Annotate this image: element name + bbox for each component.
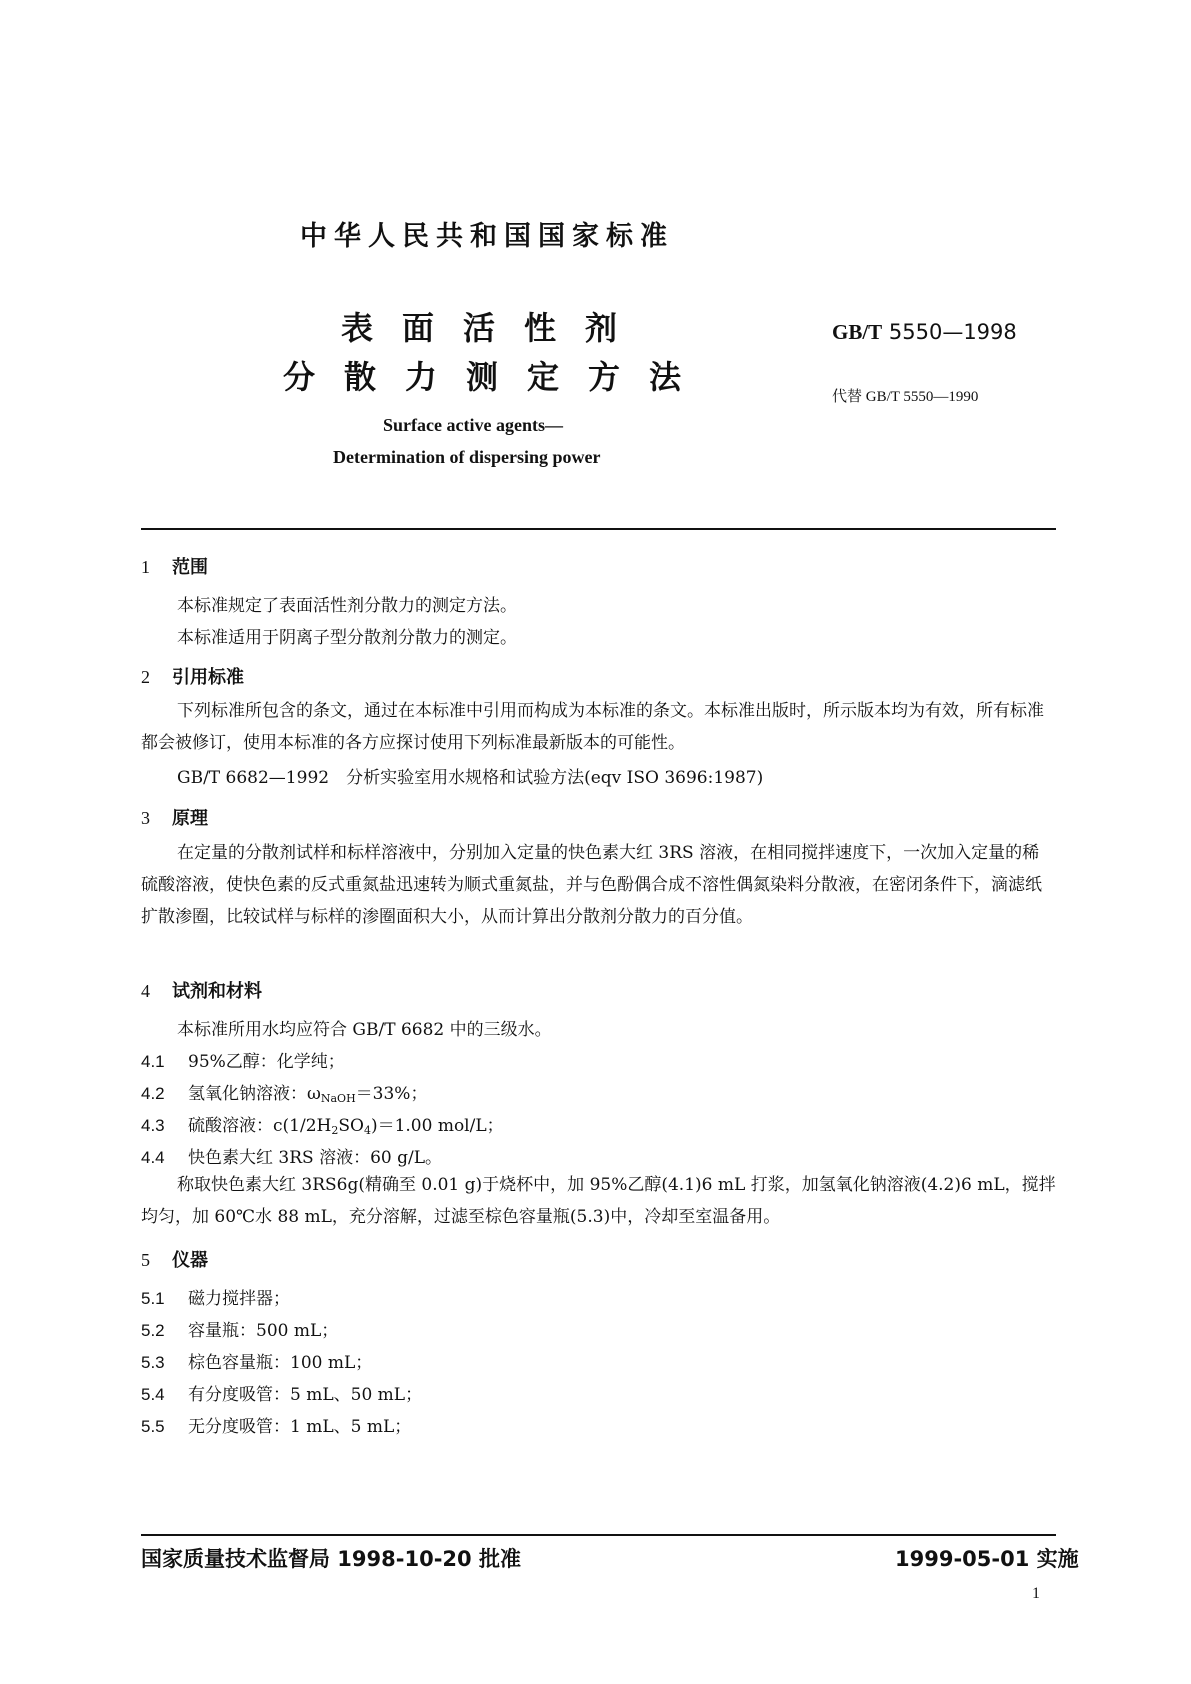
item-number: 4.4 [141, 1148, 165, 1167]
item-number: 4.3 [141, 1116, 165, 1135]
section-number: 4 [141, 981, 150, 1001]
section-title: 仪器 [172, 1250, 208, 1271]
subscript-naoh: NaOH [320, 1092, 356, 1105]
item-text: 磁力搅拌器； [188, 1289, 290, 1309]
reagent-item-4-2 [141, 1079, 427, 1105]
section-5-heading [141, 1246, 208, 1272]
apparatus-item-5-3 [141, 1348, 372, 1373]
section-number: 5 [141, 1250, 150, 1270]
item-text: 95%乙醇：化学纯； [188, 1052, 345, 1072]
item-text: 硫酸溶液：c(1/2H [188, 1116, 332, 1136]
item-number: 5.1 [141, 1289, 165, 1308]
item-text-mid: SO [338, 1116, 364, 1136]
footer-divider [141, 1534, 1056, 1536]
standard-number [832, 320, 1017, 345]
implementation-date: 1999-05-01 实施 [895, 1547, 1079, 1571]
section-number: 2 [141, 667, 150, 687]
apparatus-item-5-1 [141, 1284, 290, 1309]
apparatus-item-5-5 [141, 1412, 411, 1437]
subscript-4: 4 [363, 1124, 371, 1137]
scope-paragraph-1: 本标准规定了表面活性剂分散力的测定方法。 [177, 596, 517, 616]
english-title-line-1: Surface active agents— [383, 415, 563, 435]
item-text-end: ＝33%； [355, 1084, 428, 1104]
apparatus-item-5-4 [141, 1380, 422, 1405]
header-divider [141, 528, 1056, 530]
reagent-item-4-1 [141, 1047, 345, 1072]
section-number: 3 [141, 808, 150, 828]
apparatus-item-5-2 [141, 1316, 338, 1341]
replaces-standard: 代替 GB/T 5550—1990 [832, 389, 979, 405]
title-line-2: 分散力测定方法 [283, 358, 711, 396]
item-text: 有分度吸管：5 mL、50 mL； [188, 1385, 423, 1405]
english-title-line-2: Determination of dispersing power [333, 447, 601, 467]
item-text: 无分度吸管：1 mL、5 mL； [188, 1417, 412, 1437]
scope-paragraph-2: 本标准适用于阴离子型分散剂分散力的测定。 [177, 628, 517, 648]
reference-gb-6682: GB/T 6682—1992 分析实验室用水规格和试验方法(eqv ISO 3696:1987) [177, 768, 764, 788]
principle-paragraph: 在定量的分散剂试样和标样溶液中，分别加入定量的快色素大红 3RS 溶液，在相同搅拌速度下，一次加入定量的稀硫酸溶液，使快色素的反式重氮盐迅速转为顺式重氮盐，并与色酚偶合成不溶性偶氮染料分散液，在密闭条件下，滴滤纸扩散渗圈，比较试样与标样的渗圈面积大小，从而计算出分散剂分散力的百分值。 [141, 843, 1042, 927]
section-title: 试剂和材料 [172, 981, 262, 1002]
item-text-end: )＝1.00 mol/L； [370, 1116, 504, 1136]
title-line-1: 表面活性剂 [341, 309, 647, 347]
item-text: 氢氧化钠溶液：ω [188, 1084, 321, 1104]
item-number: 5.4 [141, 1385, 165, 1404]
national-standard-heading: 中华人民共和国国家标准 [300, 221, 674, 252]
section-4-heading [141, 977, 262, 1003]
section-1-heading [141, 553, 208, 579]
reagent-item-4-3 [141, 1111, 504, 1137]
item-number: 4.1 [141, 1052, 165, 1071]
section-3-heading [141, 804, 208, 830]
section-number: 1 [141, 557, 150, 577]
item-text: 容量瓶：500 mL； [188, 1321, 339, 1341]
section-title: 引用标准 [172, 667, 244, 688]
item-text: 快色素大红 3RS 溶液：60 g/L。 [188, 1148, 443, 1168]
standard-prefix: GB/T [832, 320, 883, 344]
references-paragraph: 下列标准所包含的条文，通过在本标准中引用而构成为本标准的条文。本标准出版时，所示版本均为有效，所有标准都会被修订，使用本标准的各方应探讨使用下列标准最新版本的可能性。 [141, 701, 1044, 753]
standard-code: 5550—1998 [888, 320, 1017, 344]
page-number: 1 [1032, 1585, 1040, 1602]
item-number: 5.3 [141, 1353, 165, 1372]
reagents-intro: 本标准所用水均应符合 GB/T 6682 中的三级水。 [177, 1020, 552, 1040]
reagent-item-4-4 [141, 1143, 442, 1168]
section-title: 范围 [172, 557, 208, 578]
dye-preparation-paragraph: 称取快色素大红 3RS6g(精确至 0.01 g)于烧杯中，加 95%乙醇(4.1)6 mL 打浆，加氢氧化钠溶液(4.2)6 mL，搅拌均匀，加 60℃水 88 mL，充分溶解，过滤至棕色容量瓶(5.3)中，冷却至室温备用。 [141, 1175, 1056, 1227]
item-number: 5.2 [141, 1321, 165, 1340]
section-title: 原理 [172, 808, 208, 829]
item-text: 棕色容量瓶：100 mL； [188, 1353, 373, 1373]
item-number: 5.5 [141, 1417, 165, 1436]
subscript-2: 2 [331, 1124, 339, 1137]
section-2-heading [141, 663, 244, 689]
approval-line: 国家质量技术监督局 1998-10-20 批准 [141, 1547, 521, 1571]
item-number: 4.2 [141, 1084, 165, 1103]
